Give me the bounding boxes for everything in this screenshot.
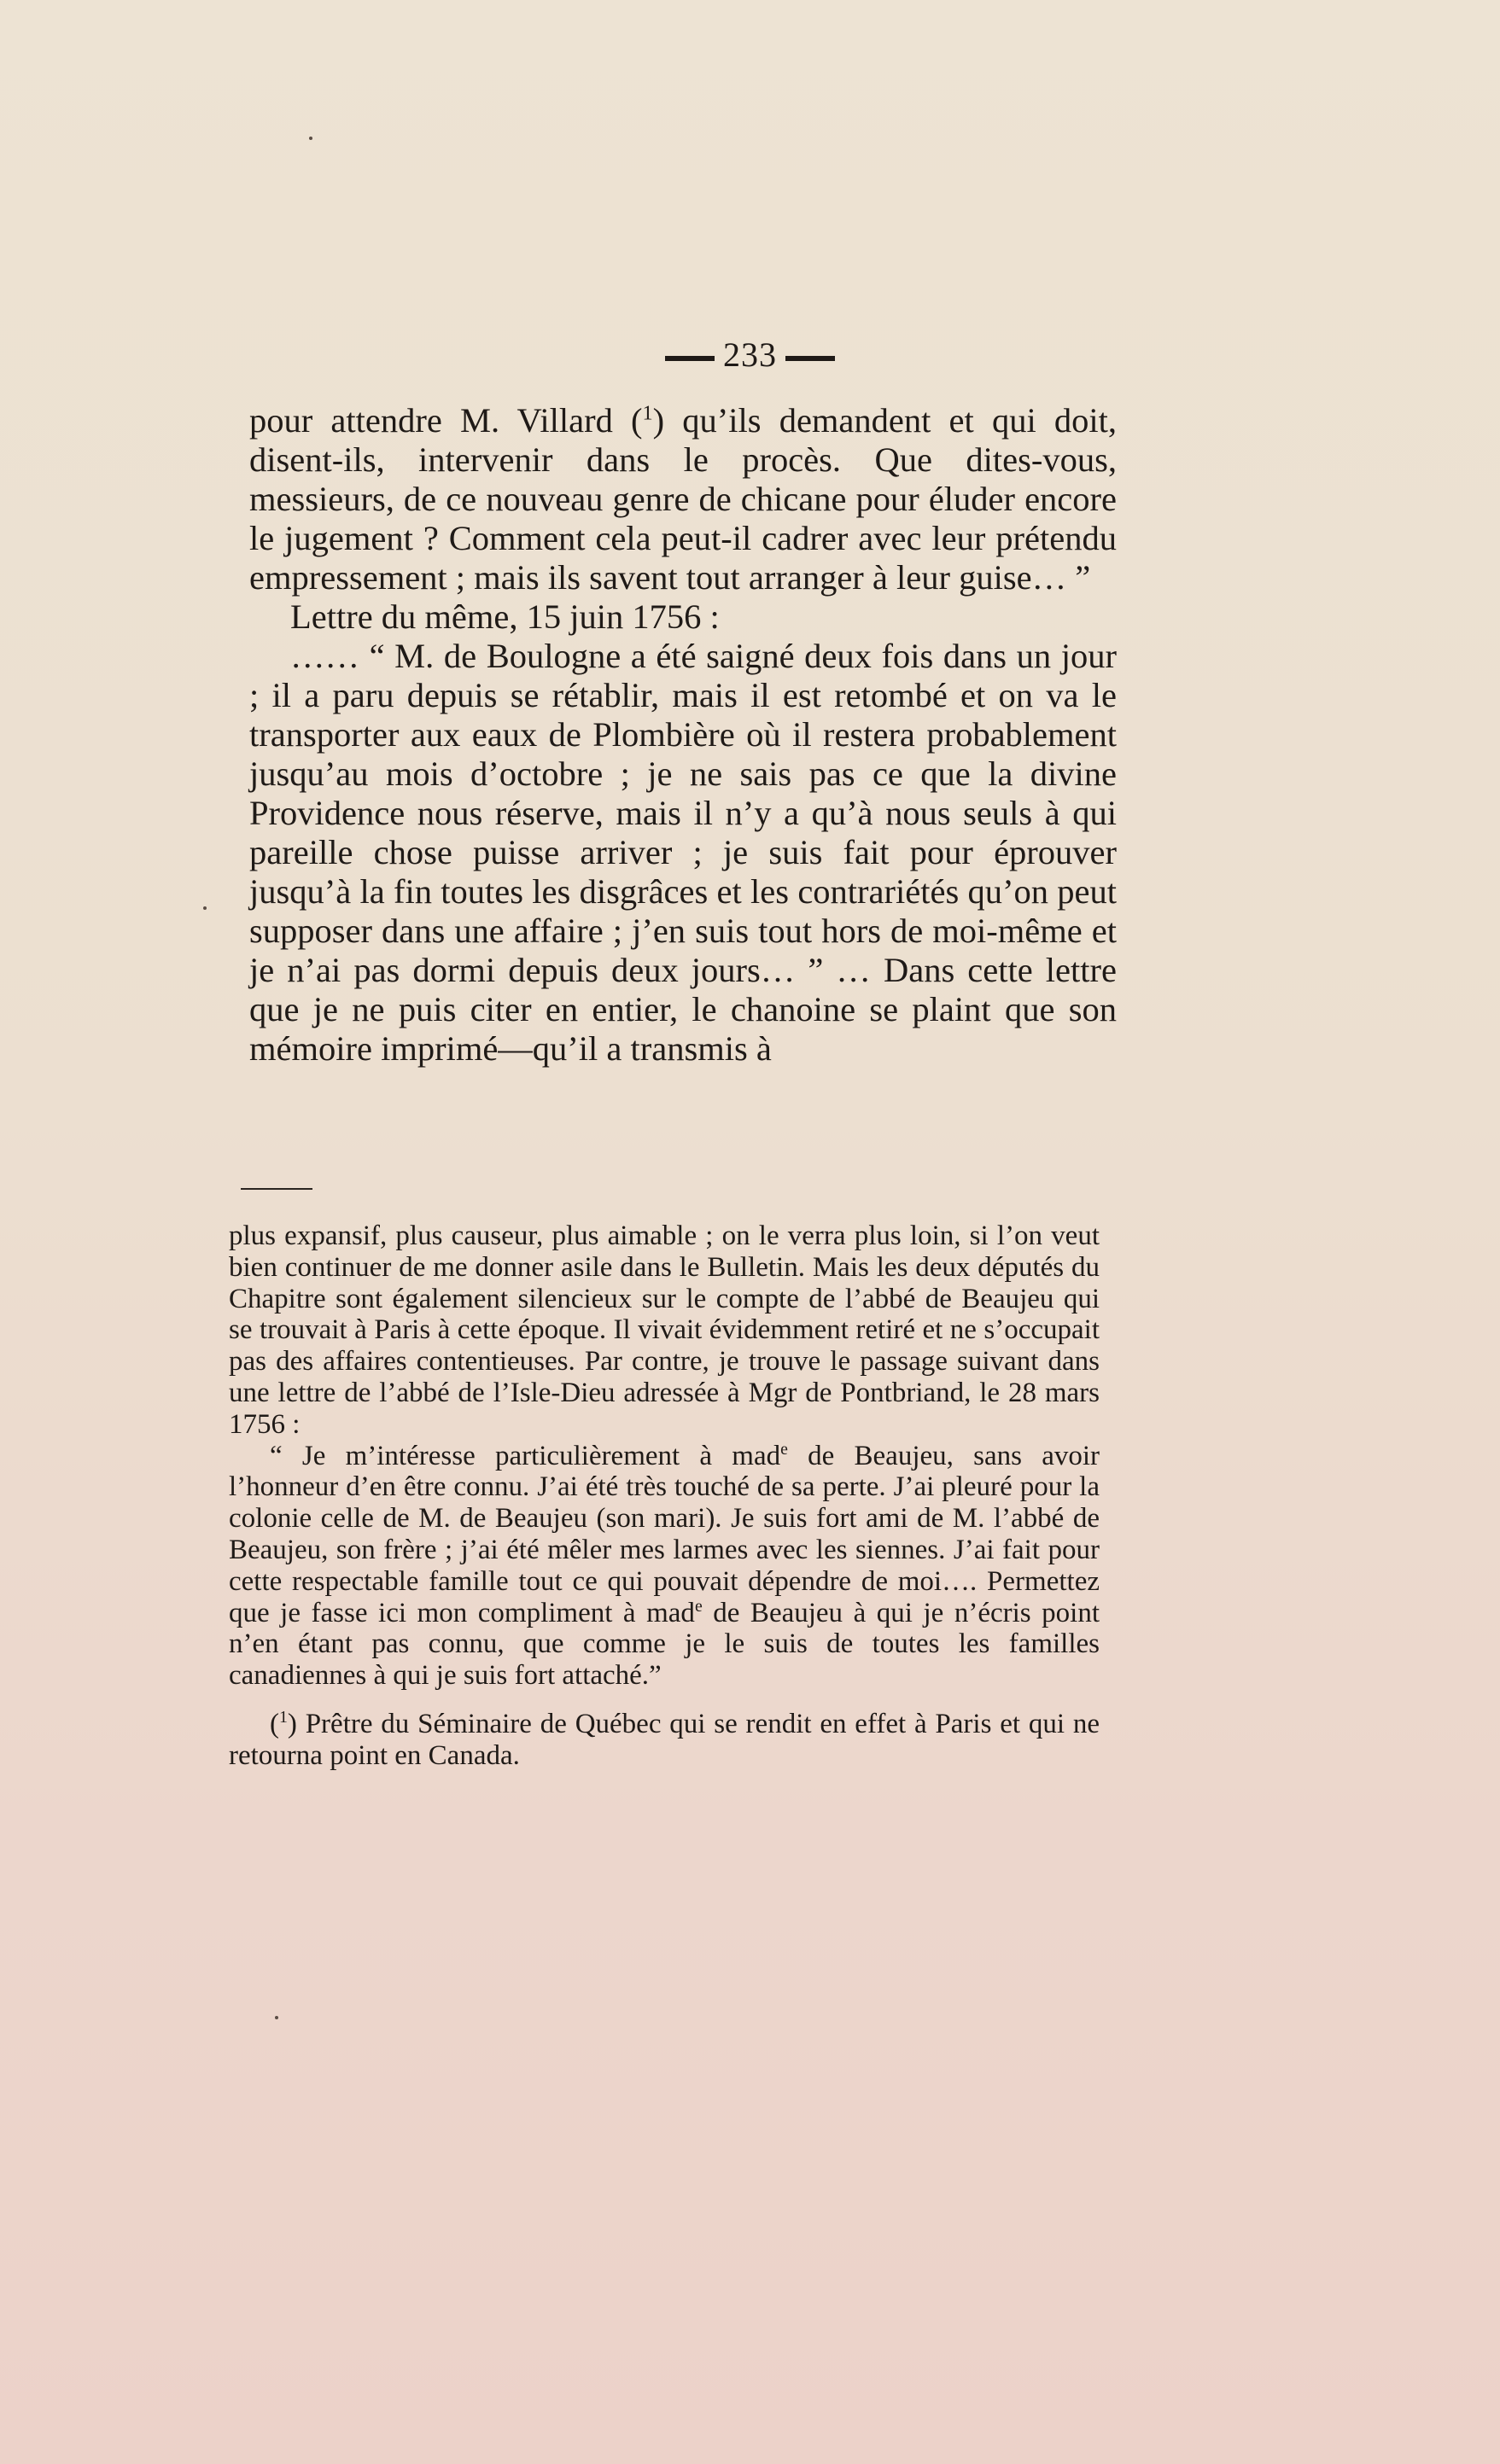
paragraph-2: Lettre du même, 15 juin 1756 : bbox=[290, 597, 720, 636]
paper-speck bbox=[309, 137, 312, 140]
paper-speck bbox=[275, 2016, 278, 2019]
paragraph-3: …… “ M. de Boulogne a été saigné deux fois dans un jour ; il a paru depuis se rétablir, mais il est retombé et on va le transporter aux eaux de Plombière où il restera probablement jusqu’au mois d’octobre ; je ne sais pas ce que la divine Providence nous réserve, mais il n’y a qu’à nous seuls à qui pareille chose puisse arriver ; je suis fait pour éprouver jusqu’à la fin toutes les disgrâces et les contrariétés qu’on peut supposer dans une affaire ; j’en suis tout hors de moi-même et je n’ai pas dormi depuis deux jours… ” … Dans cette lettre que je ne puis citer en entier, le chanoine se plaint que son mémoire imprimé—qu’il a transmis à bbox=[249, 637, 1117, 1068]
dash-right bbox=[785, 356, 835, 361]
footnote-1: ($^1$) Prêtre du Séminaire de Québec qui se rendit en effet à Paris et qui ne retourna point en Canada. bbox=[229, 1707, 1100, 1771]
main-text bbox=[249, 401, 1117, 1069]
dash-left bbox=[665, 356, 715, 361]
footnote-ref: 1 bbox=[642, 401, 653, 425]
footnote-continuation: plus expansif, plus causeur, plus aimable ; on le verra plus loin, si l’on veut bien continuer de me donner asile dans le Bulletin. Mais les deux députés du Chapitre sont également silencieux sur le compte de l’abbé de Beaujeu qui se trouvait à Paris à cette époque. Il vivait évidemment retiré et ne s’occupait pas des affaires contentieuses. Par contre, je trouve le passage suivant dans une lettre de l’abbé de l’Isle-Dieu adressée à Mgr de Pontbriand, le 28 mars 1756 : bbox=[229, 1220, 1100, 1440]
footnote-quote: “ Je m’intéresse particulièrement à mad$^e$ de Beaujeu, sans avoir l’honneur d’en être connu. J’ai été très touché de sa perte. J’ai pleuré pour la colonie celle de M. de Beaujeu (son mari). Je suis fort ami de M. l’abbé de Beaujeu, son frère ; j’ai été mêler mes larmes avec les siennes. J’ai fait pour cette respectable famille tout ce qui pouvait dépendre de moi…. Permettez que je fasse ici mon compliment à mad$^e$ de Beaujeu à qui je n’écris point n’en étant pas connu, que comme je le suis de toutes les familles canadiennes à qui je suis fort attaché.” bbox=[229, 1439, 1100, 1692]
paragraph-1: pour attendre M. Villard ($^1$) qu’ils demandent et qui doit, disent-ils, intervenir dans le procès. Que dites-vous, messieurs, de ce nouveau genre de chicane pour éluder encore le jugement ? Comment cela peut-il cadrer avec leur prétendu empressement ; mais ils savent tout arranger à leur guise… ” bbox=[249, 401, 1117, 597]
footnotes bbox=[229, 1220, 1100, 1772]
paper-speck bbox=[203, 906, 207, 910]
footnote-divider bbox=[241, 1188, 312, 1190]
page-number: 233 bbox=[0, 335, 1500, 375]
